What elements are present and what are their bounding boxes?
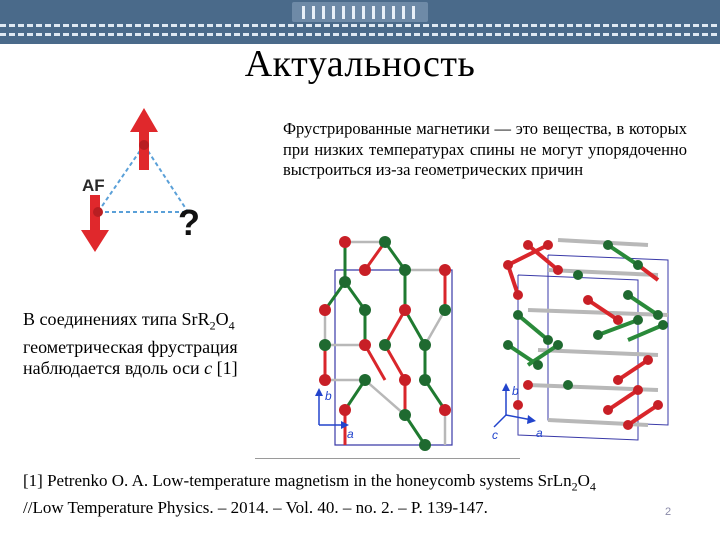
axis-a-label: a bbox=[347, 427, 354, 441]
reference-citation: [1] Petrenko O. A. Low-temperature magnetism in the honeycomb systems $SrLn_2O_4$ //Low Temperature Physics. – 2014. – Vol. 40. – no. 2. – P. 139-147. bbox=[23, 471, 596, 518]
compound-note: В соединениях типа $SrR_2O_4$ геометрическая фрустрация наблюдается вдоль оси c [1] bbox=[23, 309, 238, 378]
honeycomb-lattice-2d bbox=[305, 230, 475, 455]
spin-up-arrow bbox=[130, 108, 158, 170]
university-logo bbox=[292, 2, 428, 22]
frustration-definition: Фрустрированные магнетики — это вещества, в которых при низких температурах спины не могут упорядоченно выстроиться из-за геометрических причин bbox=[283, 119, 687, 179]
frustrated-triangle-diagram bbox=[70, 100, 220, 260]
axis-b-label-3d: b bbox=[512, 384, 519, 398]
honeycomb-lattice-3d bbox=[488, 225, 698, 450]
divider bbox=[255, 458, 520, 459]
question-mark: ? bbox=[178, 202, 200, 243]
axis-c-label-3d: c bbox=[492, 428, 498, 442]
axis-b-label: b bbox=[325, 389, 332, 403]
slide-title: Актуальность bbox=[244, 43, 476, 85]
af-label: AF bbox=[82, 176, 105, 195]
decor-stripe bbox=[0, 33, 720, 36]
decor-stripe bbox=[0, 24, 720, 27]
axis-a-label-3d: a bbox=[536, 426, 543, 440]
header-band bbox=[0, 0, 720, 44]
page-number: 2 bbox=[665, 506, 672, 518]
